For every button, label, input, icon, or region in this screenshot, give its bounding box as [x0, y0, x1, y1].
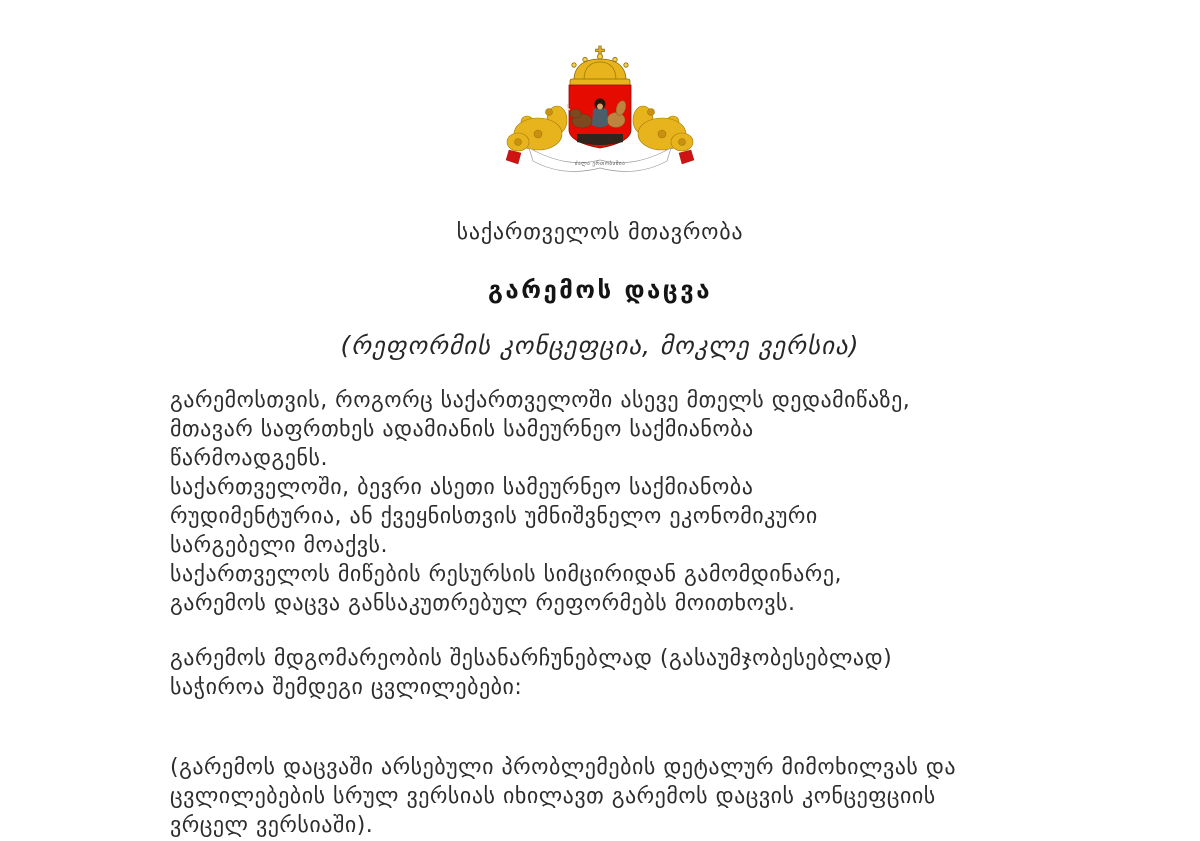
- body-line: საჭიროა შემდეგი ცვლილებები:: [170, 675, 523, 700]
- body-line: ვრცელ ვერსიაში).: [170, 813, 374, 838]
- body-line: (გარემოს დაცვაში არსებული პრობლემების დეტალურ მიმოხილვას და: [170, 755, 957, 780]
- body-line: საქართველოს მიწების რესურსის სიმცირიდან გამომდინარე,: [170, 562, 842, 587]
- coat-of-arms-icon: [505, 42, 695, 174]
- document-subtitle: (რეფორმის კონცეფცია, მოკლე ვერსია): [340, 331, 860, 360]
- page-title: საქართველოს მთავრობა: [456, 220, 744, 245]
- body-line: მთავარ საფრთხეს ადამიანის სამეურნეო საქმიანობა: [170, 417, 754, 442]
- motto-text: ძალა ერთობაშია: [574, 161, 626, 167]
- document-subject: გარემოს დაცვა: [487, 276, 713, 304]
- paragraph-block-1: [170, 386, 910, 618]
- paragraph-block-3: [170, 753, 956, 840]
- body-line: საქართველოში, ბევრი ასეთი სამეურნეო საქმიანობა: [170, 475, 754, 500]
- body-line: გარემოს დაცვა განსაკუთრებულ რეფორმებს მოითხოვს.: [170, 591, 796, 616]
- motto-ribbon-icon: [529, 148, 671, 172]
- body-line: ცვლილებების სრულ ვერსიას იხილავთ გარემოს დაცვის კონცეფციის: [170, 784, 936, 809]
- coat-of-arms-emblem: [505, 42, 695, 174]
- body-line: გარემოს მდგომარეობის შესანარჩუნებლად (გასაუმჯობესებლად): [170, 646, 893, 671]
- body-line: რუდიმენტურია, ან ქვეყნისთვის უმნიშვნელო ეკონომიკური: [170, 504, 818, 529]
- body-line: წარმოადგენს.: [170, 446, 328, 471]
- body-line: გარემოსთვის, როგორც საქართველოში ასევე მთელს დედამიწაზე,: [170, 388, 911, 413]
- crown-icon: [570, 46, 630, 86]
- body-line: სარგებელი მოაქვს.: [170, 533, 388, 558]
- paragraph-block-2: [170, 644, 892, 702]
